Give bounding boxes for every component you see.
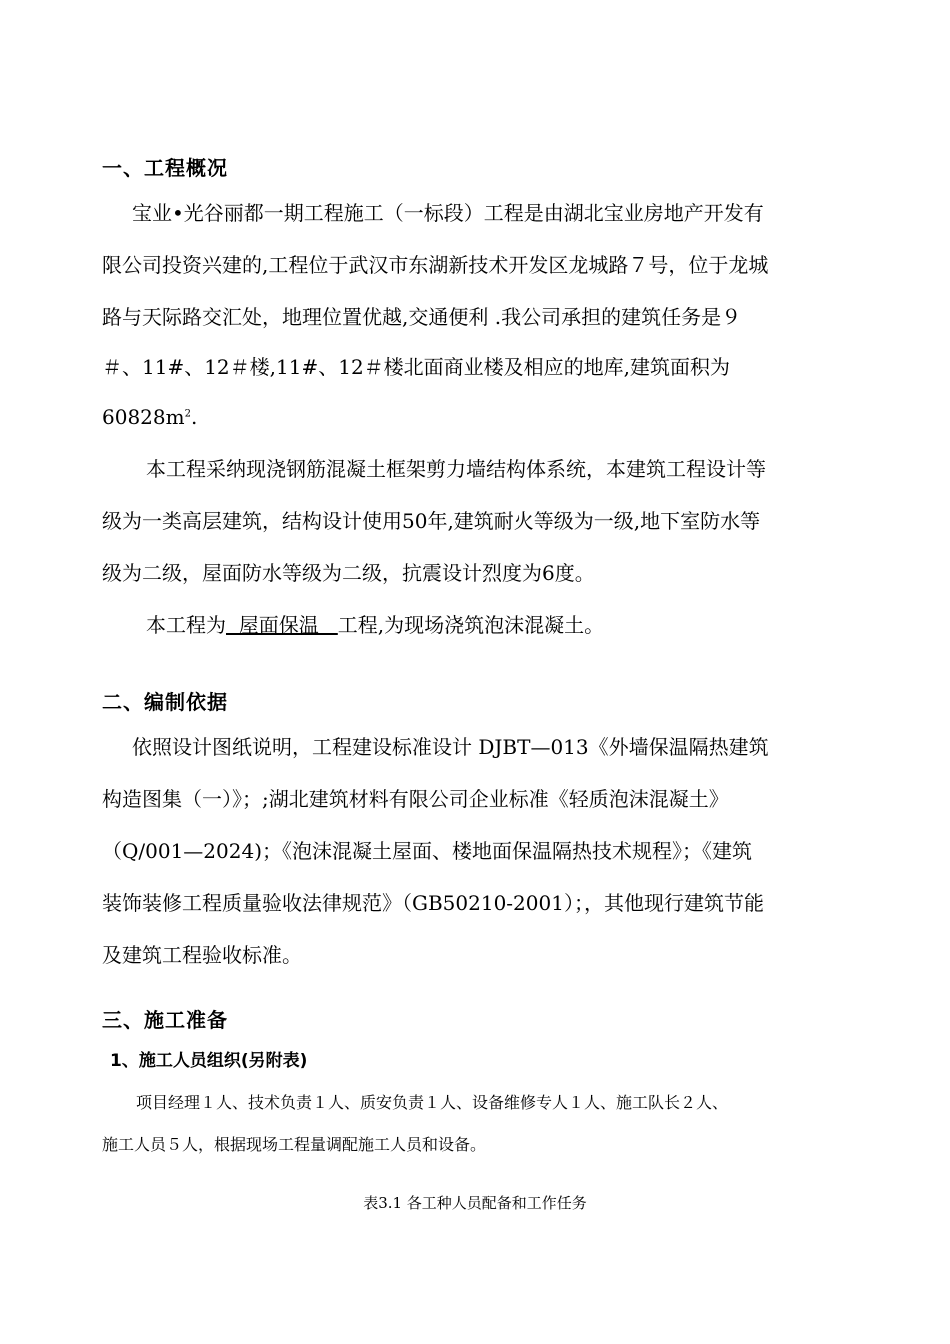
paragraph-line: 级为二级，屋面防水等级为二级，抗震设计烈度为6度。 bbox=[102, 561, 595, 585]
paragraph-line: 限公司投资兴建的,工程位于武汉市东湖新技术开发区龙城路７号，位于龙城 bbox=[102, 253, 769, 277]
paragraph-line: 施工人员５人，根据现场工程量调配施工人员和设备。 bbox=[102, 1135, 487, 1154]
paragraph-line: 本工程采纳现浇钢筋混凝土框架剪力墙结构体系统，本建筑工程设计等 bbox=[146, 457, 766, 481]
paragraph-line: ＃、11#、12＃楼,11#、12＃楼北面商业楼及相应的地库,建筑面积为 bbox=[102, 355, 731, 379]
scope-line bbox=[146, 612, 604, 638]
paragraph-line: 宝业•光谷丽都一期工程施工（一标段）工程是由湖北宝业房地产开发有 bbox=[132, 201, 764, 225]
area-value: 60828m bbox=[102, 405, 185, 429]
area-end: . bbox=[190, 405, 198, 429]
area-superscript: 2 bbox=[184, 408, 191, 420]
paragraph-line: 项目经理１人、技术负责１人、质安负责１人、设备维修专人１人、施工队长２人、 bbox=[136, 1093, 729, 1112]
section-heading-overview: 一、工程概况 bbox=[102, 156, 228, 180]
scope-suffix: 工程,为现场浇筑泡沫混凝土。 bbox=[337, 613, 605, 637]
area-line bbox=[102, 404, 197, 430]
table-caption: 表3.1 各工种人员配备和工作任务 bbox=[363, 1194, 587, 1212]
scope-prefix: 本工程为 bbox=[146, 613, 226, 637]
paragraph-line: 级为一类高层建筑，结构设计使用50年,建筑耐火等级为一级,地下室防水等 bbox=[102, 509, 761, 533]
paragraph-line: 装饰装修工程质量验收法律规范》（GB50210-2001）；，其他现行建筑节能 bbox=[102, 891, 764, 915]
section-heading-preparation: 三、施工准备 bbox=[102, 1008, 228, 1032]
section-heading-basis: 二、编制依据 bbox=[102, 690, 228, 714]
paragraph-line: 依照设计图纸说明，工程建设标准设计 DJBT—013《外墙保温隔热建筑 bbox=[132, 735, 769, 759]
paragraph-line: 及建筑工程验收标准。 bbox=[102, 943, 302, 967]
paragraph-line: （Q/001—2024)；《泡沫混凝土屋面、楼地面保温隔热技术规程》；《建筑 bbox=[102, 839, 753, 863]
paragraph-line: 构造图集（一）》；;湖北建筑材料有限公司企业标准《轻质泡沫混凝土》 bbox=[102, 787, 729, 811]
subsection-heading-staffing: 1、施工人员组织(另附表) bbox=[110, 1051, 308, 1071]
paragraph-line: 路与天际路交汇处，地理位置优越,交通便利 .我公司承担的建筑任务是９ bbox=[102, 305, 742, 329]
scope-underlined: 屋面保温 bbox=[226, 613, 338, 637]
